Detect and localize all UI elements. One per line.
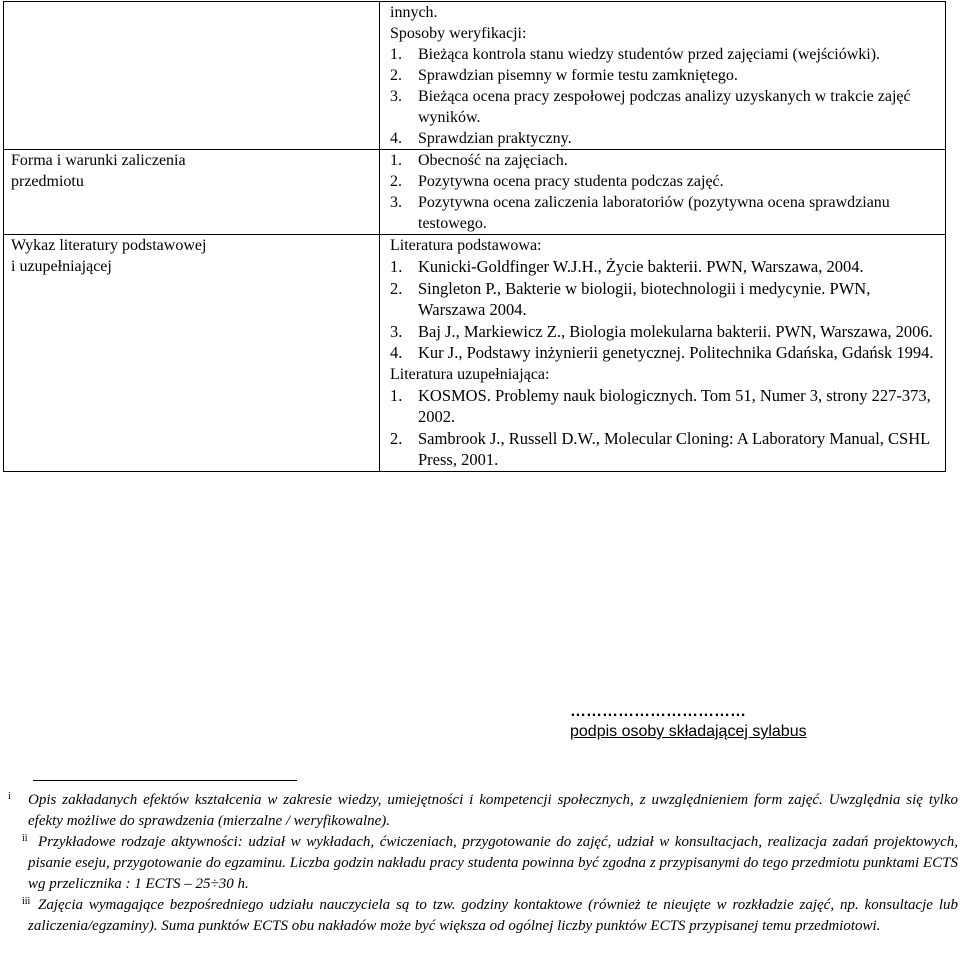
footnote-marker: iii (22, 896, 31, 907)
footnote-marker: i (8, 791, 11, 802)
footnote (8, 790, 958, 832)
list-item: 2. Pozytywna ocena pracy studenta podczas zajęć. (390, 173, 724, 190)
footnotes (8, 790, 958, 937)
table-row (4, 150, 946, 235)
list-item: 3. Baj J., Markiewicz Z., Biologia molekularna bakterii. PWN, Warszawa, 2006. (390, 321, 933, 341)
row-label: Wykaz literatury podstawowej (11, 237, 207, 254)
section-heading: Literatura podstawowa: (390, 237, 542, 254)
list-item: 2. Sprawdzian pisemny w formie testu zamkniętego. (390, 67, 738, 84)
list-item: 1. Bieżąca kontrola stanu wiedzy studentów przed zajęciami (wejściówki). (390, 46, 881, 63)
assessment-cell (380, 150, 946, 235)
list-item: 1. Obecność na zajęciach. (390, 152, 568, 169)
list-item: 2. Singleton P., Bakterie w biologii, biotechnologii i medycynie. PWN, Warszawa 2004. (390, 278, 871, 319)
list-item: 1. KOSMOS. Problemy nauk biologicznych. Tom 51, Numer 3, strony 227-373, 2002. (390, 385, 931, 426)
row-label: przedmiotu (11, 173, 84, 190)
list-item: 3. Bieżąca ocena pracy zespołowej podczas analizy uzyskanych w trakcie zajęć wyników. (390, 88, 911, 126)
table-row (4, 2, 946, 150)
verification-methods-cell (380, 2, 946, 150)
footnote-text: Zajęcia wymagające bezpośredniego udziału nauczyciela są to tzw. godziny kontaktowe (również te nieujęte w rozkładzie zajęć, np. konsultacje lub zaliczenia/egzaminy). Suma punktów ECTS obu nakładów może być większa od ogólnej liczby punktów ECTS przypisanej temu przedmiotowi. (28, 897, 958, 934)
continued-text: innych. (390, 4, 438, 21)
signature-caption: podpis osoby składającej sylabus (570, 723, 807, 740)
table-row (4, 235, 946, 472)
list-item: 4. Sprawdzian praktyczny. (390, 130, 572, 147)
footnote-marker: ii (22, 833, 28, 844)
row-label: Forma i warunki zaliczenia (11, 152, 186, 169)
list-item: 1. Kunicki-Goldfinger W.J.H., Życie bakterii. PWN, Warszawa, 2004. (390, 257, 864, 276)
list-item: 4. Kur J., Podstawy inżynierii genetycznej. Politechnika Gdańska, Gdańsk 1994. (390, 343, 934, 362)
footnote-text: Przykładowe rodzaje aktywności: udział w wykładach, ćwiczeniach, przygotowanie do zajęć, udział w konsultacjach, realizacja zadań projektowych, pisanie eseju, przygotowanie do egzaminu. Liczba godzin nakładu pracy studenta powinna być zgodna z przypisanymi do tego przedmiotu punktami ECTS wg przelicznika : 1 ECTS – 25÷30 h. (28, 834, 958, 892)
section-heading: Sposoby weryfikacji: (390, 25, 527, 42)
row-label-cell (4, 2, 380, 150)
footnote-text: Opis zakładanych efektów kształcenia w zakresie wiedzy, umiejętności i kompetencji społecznych, z uwzględnieniem form zajęć. Uwzględnia się tylko efekty możliwe do sprawdzenia (mierzalne / weryfikowalne). (28, 792, 958, 829)
row-label: i uzupełniającej (11, 258, 112, 275)
list-item: 2. Sambrook J., Russell D.W., Molecular Cloning: A Laboratory Manual, CSHL Press, 2001. (390, 428, 930, 469)
signature-block (570, 702, 810, 742)
row-label-cell (4, 235, 380, 472)
syllabus-table (3, 1, 946, 472)
row-label-cell (4, 150, 380, 235)
footnote-separator (33, 780, 297, 781)
literature-cell (380, 235, 946, 472)
footnote (22, 895, 958, 937)
section-heading: Literatura uzupełniająca: (390, 365, 550, 383)
signature-line: …………………………… (570, 703, 746, 720)
list-item: 3. Pozytywna ocena zaliczenia laboratoriów (pozytywna ocena sprawdzianu testowego. (390, 194, 890, 232)
footnote (22, 832, 958, 895)
